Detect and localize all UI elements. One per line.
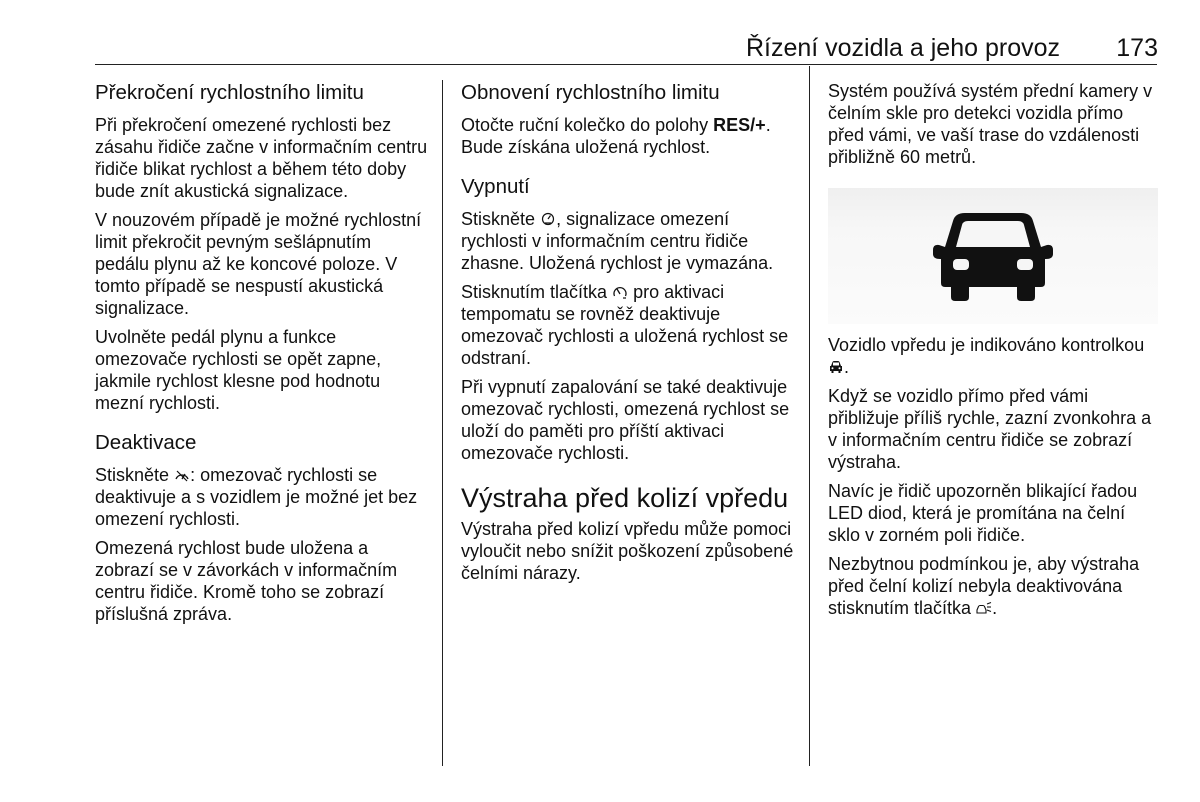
vehicle-ahead-indicator-icon: [828, 360, 844, 374]
speed-limiter-icon: [174, 468, 190, 482]
heading-deactivation: Deaktivace: [95, 431, 197, 454]
column-left: [95, 80, 430, 632]
paragraph: Při vypnutí zapalování se také deaktivuje omezovač rychlosti, omezená rychlost se uloží do paměti pro příští aktivaci omezovače rychlosti.: [461, 377, 790, 463]
header-divider: [95, 64, 1157, 65]
paragraph: Stiskněte , signalizace omezení rychlosti v informačním centru řidiče zhasne. Uložená rychlost je vymazána.: [461, 209, 774, 273]
res-plus-label: RES/+: [713, 115, 766, 135]
heading-resume-limit: Obnovení rychlostního limitu: [461, 81, 720, 104]
column-divider-right: [809, 66, 810, 766]
paragraph: Stisknutím tlačítka pro aktivaci tempomatu se rovněž deaktivuje omezovač rychlosti a uložená rychlost se odstraní.: [461, 282, 789, 368]
vehicle-ahead-icon: [931, 211, 1055, 301]
paragraph: Nezbytnou podmínkou je, aby výstraha před čelní kolizí nebyla deaktivována stisknutím tlačítka .: [828, 554, 1140, 618]
paragraph: Při překročení omezené rychlosti bez zásahu řidiče začne v informačním centru řidiče blikat rychlost a během této doby bude znít akustická signalizace.: [95, 115, 428, 201]
column-middle: [461, 80, 796, 591]
cruise-control-icon: [612, 285, 628, 299]
paragraph: Omezená rychlost bude uložena a zobrazí se v závorkách v informačním centru řidiče. Kromě toho se zobrazí příslušná zpráva.: [95, 538, 398, 624]
speed-limiter-off-icon: [540, 212, 556, 226]
paragraph: Systém používá systém přední kamery v čelním skle pro detekci vozidla přímo před vámi, ve vaší trase do vzdálenosti přibližně 60 metrů.: [828, 81, 1153, 167]
paragraph: Vozidlo vpředu je indikováno kontrolkou .: [828, 335, 1145, 377]
heading-forward-collision-alert: Výstraha před kolizí vpředu: [461, 483, 789, 513]
heading-exceeding-limit: Překročení rychlostního limitu: [95, 81, 364, 104]
column-right: [828, 80, 1158, 626]
paragraph: Uvolněte pedál plynu a funkce omezovače rychlosti se opět zapne, jakmile rychlost klesne pod hodnotu mezní rychlosti.: [95, 327, 382, 413]
page-number: 173: [1116, 34, 1158, 62]
paragraph: Když se vozidlo přímo před vámi přibližuje příliš rychle, zazní zvonkohra a v informačním centru řidiče se zobrazí výstraha.: [828, 386, 1152, 472]
heading-switch-off: Vypnutí: [461, 175, 530, 198]
paragraph: Výstraha před kolizí vpředu může pomoci vyloučit nebo snížit poškození způsobené čelními nárazy.: [461, 519, 794, 583]
collision-alert-button-icon: [976, 601, 992, 615]
vehicle-ahead-illustration: [828, 188, 1158, 324]
paragraph: Stiskněte : omezovač rychlosti se deaktivuje a s vozidlem je možné jet bez omezení rychlosti.: [95, 465, 418, 529]
column-divider-left: [442, 80, 443, 766]
paragraph: Otočte ruční kolečko do polohy RES/+. Bude získána uložená rychlost.: [461, 115, 771, 157]
paragraph: V nouzovém případě je možné rychlostní limit překročit pevným sešlápnutím pedálu plynu až ke koncové poloze. V tomto případě se nespustí akustická signalizace.: [95, 210, 422, 318]
paragraph: Navíc je řidič upozorněn blikající řadou LED diod, která je promítána na čelní sklo v zorném poli řidiče.: [828, 481, 1138, 545]
section-title: Řízení vozidla a jeho provoz: [745, 34, 1060, 62]
